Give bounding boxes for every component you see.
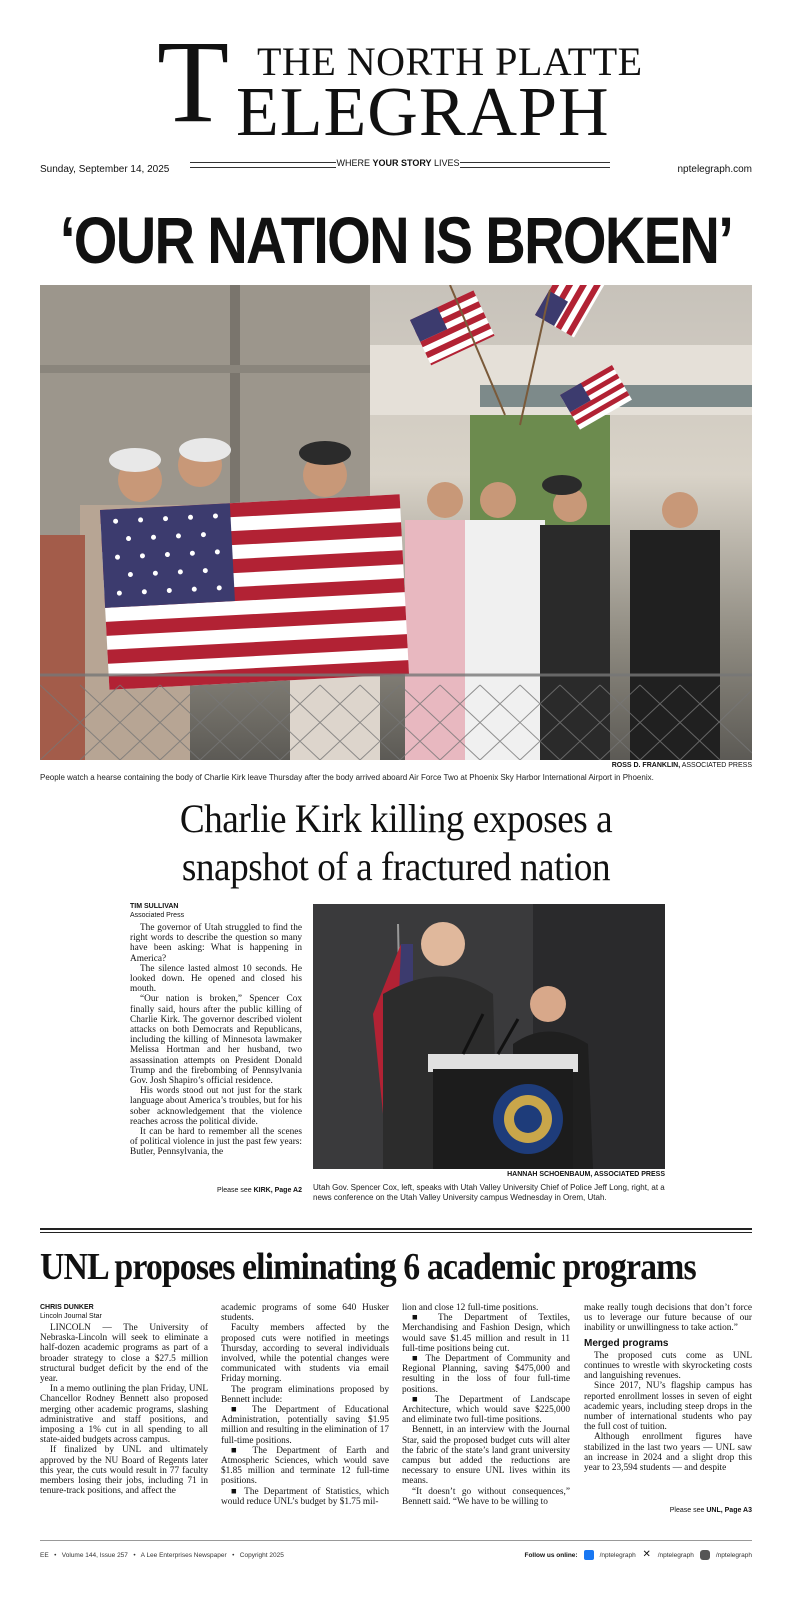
tagline-post: LIVES — [431, 158, 460, 168]
story2-paragraph: ■ The Department of Educational Administration, potentially saving $1.95 million and resulting in the elimination of 17 full-time positions. — [221, 1405, 389, 1446]
story2-paragraph: Since 2017, NU’s flagship campus has reported enrollment losses in seven of eight academic years, including steep drops in the number of international students who pay the full cost of tuition. — [584, 1381, 752, 1433]
tagline — [336, 158, 460, 168]
x-icon[interactable]: ✕ — [642, 1549, 651, 1560]
section-divider — [40, 1228, 752, 1233]
photo2-credit: HANNAH SCHOENBAUM, ASSOCIATED PRESS — [507, 1171, 665, 1178]
story2-column-3 — [402, 1303, 570, 1507]
story2-paragraph: ■ The Department of Landscape Architecture, which would save $225,000 and eliminate two full-time positions. — [402, 1394, 570, 1426]
masthead-big-letter: T — [157, 16, 230, 147]
story2-paragraph: Although enrollment figures have stabilized in the last two years — UNL saw an increase in 2024 and a slight drop this year to 23,594 students — and despite — [584, 1432, 752, 1474]
footer-social — [524, 1550, 752, 1560]
story1-byline-org: Associated Press — [130, 912, 185, 919]
story1-paragraph: His words stood out not just for the stark language about America’s troubles, but for his sober acknowledgement that the violence reaches across the political divide. — [130, 1086, 302, 1127]
story2-byline — [40, 1303, 102, 1321]
photo1-credit — [612, 762, 752, 769]
story2-paragraph: The proposed cuts come as UNL continues to wrestle with skyrocketing costs and languishing revenues. — [584, 1350, 752, 1382]
photo1-credit-org: ASSOCIATED PRESS — [680, 762, 752, 769]
edition-date: Sunday, September 14, 2025 — [40, 164, 170, 175]
story1-headline-line1: Charlie Kirk killing exposes a — [179, 796, 613, 841]
crowd-with-flags-photo — [40, 285, 752, 760]
photo1-credit-name: ROSS D. FRANKLIN, — [611, 762, 681, 769]
footer-follow-label: Follow us online: — [524, 1551, 578, 1559]
story1-byline — [130, 902, 184, 920]
instagram-handle[interactable]: /nptelegraph — [715, 1551, 752, 1559]
story2-jump-link[interactable] — [584, 1507, 752, 1514]
story2-paragraph: ■ The Department of Earth and Atmospheric Sciences, which would save $1.85 million and terminate 12 full-time positions. — [221, 1445, 389, 1487]
footer-rule — [40, 1540, 752, 1541]
story2-paragraph: LINCOLN — The University of Nebraska-Lincoln will seek to eliminate a half-dozen academic programs as part of a broader strategy to close a $27.5 million structural budget deficit by the end of the year. — [40, 1323, 208, 1385]
photo2-caption: Utah Gov. Spencer Cox, left, speaks with Utah Valley University Chief of Police Jeff Long, right, at a news conference on the Utah Valley University campus Wednesday in Orem, Utah. — [313, 1183, 665, 1202]
story2-byline-org: Lincoln Journal Star — [40, 1313, 102, 1320]
story2-column-2 — [221, 1303, 389, 1507]
story1-byline-name: TIM SULLIVAN — [130, 903, 179, 910]
story1-paragraph: The governor of Utah struggled to find the right words to describe the question so many have been asking: What is happening in America? — [130, 923, 302, 964]
story1-headline[interactable] — [28, 795, 765, 891]
story2-jump-ref: UNL, Page A3 — [706, 1507, 752, 1514]
story2-paragraph: ■ The Department of Community and Regional Planning, saving $475,000 and resulting in the loss of four full-time positions. — [402, 1354, 570, 1395]
story2-paragraph: lion and close 12 full-time positions. — [402, 1303, 539, 1313]
masthead-bottom-line: ELEGRAPH — [236, 74, 610, 151]
facebook-icon[interactable] — [584, 1550, 594, 1560]
story2-paragraph: “It doesn’t go without consequences,” Bennett said. “We have to be willing to — [402, 1486, 570, 1507]
photo1-caption: People watch a hearse containing the body of Charlie Kirk leave Thursday after the body arrived aboard Air Force Two at Phoenix Sky Harbor International Airport in Phoenix. — [40, 773, 654, 782]
website-link[interactable]: nptelegraph.com — [677, 164, 752, 175]
story1-jump-pre: Please see — [217, 1187, 254, 1194]
story2-paragraph: If finalized by UNL and ultimately approved by the NU Board of Regents later this year, the cuts would result in 77 faculty members losing their jobs, including 71 in tenure-track positions, and affect the — [40, 1445, 208, 1497]
story1-headline-line2: snapshot of a fractured nation — [181, 844, 611, 889]
story2-paragraph: make really tough decisions that don’t force us to leverage our future because of our inability or unwillingness to take action.” — [584, 1303, 752, 1334]
dateline — [40, 160, 752, 176]
masthead — [0, 16, 792, 151]
story1-jump-link[interactable] — [130, 1187, 302, 1194]
story2-paragraph: ■ The Department of Textiles, Merchandising and Fashion Design, which would save $1.45 million and result in 11 full-time positions being cut. — [402, 1313, 570, 1354]
story2-paragraph: Faculty members affected by the proposed cuts were notified in meetings Thursday, according to several individuals involved, while the potential changes were communicated with students via email Friday morning. — [221, 1323, 389, 1385]
story2-headline[interactable]: UNL proposes eliminating 6 academic programs — [40, 1246, 696, 1288]
story1-jump-ref: KIRK, Page A2 — [253, 1187, 302, 1194]
story1-paragraph: “Our nation is broken,” Spencer Cox finally said, hours after the public killing of Charlie Kirk. The governor described violent attacks on both Democrats and Republicans, including the killing of Minnesota lawmaker Melissa Hortman and her husband, two assassination attempts on President Donald Trump and the firebombing of Pennsylvania Gov. Josh Shapiro’s official residence. — [130, 994, 302, 1087]
story2-column-4 — [584, 1303, 752, 1473]
dateline-rule-left — [190, 162, 336, 168]
story2-subhead: Merged programs — [584, 1337, 669, 1349]
story1-paragraph: The silence lasted almost 10 seconds. He looked down. He opened and closed his mouth. — [130, 963, 302, 995]
story2-paragraph: Bennett, in an interview with the Journal Star, said the proposed budget cuts will alter the fabric of the state’s land grant university campus but added the reductions are necessary to ensure UNL lives within its means. — [402, 1425, 570, 1487]
story2-byline-name: CHRIS DUNKER — [40, 1304, 94, 1311]
story1-body — [130, 923, 302, 1158]
footer-publication-info: EE • Volume 144, Issue 257 • A Lee Enterprises Newspaper • Copyright 2025 — [40, 1552, 284, 1559]
instagram-icon[interactable] — [700, 1550, 710, 1560]
story2-paragraph: The program eliminations proposed by Bennett include: — [221, 1384, 389, 1405]
story2-paragraph: In a memo outlining the plan Friday, UNL Chancellor Rodney Bennett also proposed merging other academic programs, slashing administrative and staff positions, and imposing a 1% cut in all spending to all state-aided budgets across campus. — [40, 1384, 208, 1446]
dateline-rule-right — [460, 162, 610, 168]
story2-paragraph: ■ The Department of Statistics, which would reduce UNL’s budget by $1.75 mil- — [221, 1486, 389, 1507]
press-conference-illustration — [313, 904, 665, 1169]
crowd-photo-illustration — [40, 285, 752, 760]
story1-paragraph: It can be hard to remember all the scenes of political violence in just the past few years: Butler, Pennsylvania, the — [130, 1127, 302, 1158]
facebook-handle[interactable]: /nptelegraph — [599, 1551, 636, 1559]
x-handle[interactable]: /nptelegraph — [657, 1551, 694, 1559]
main-headline: ‘OUR NATION IS BROKEN’ — [59, 203, 733, 277]
story2-jump-pre: Please see — [669, 1507, 707, 1514]
tagline-bold: YOUR STORY — [372, 158, 432, 168]
governor-press-conference-photo — [313, 904, 665, 1169]
story2-column-1 — [40, 1323, 208, 1496]
masthead-top-line: THE NORTH PLATTE — [257, 39, 643, 84]
story2-paragraph: academic programs of some 640 Husker students. — [221, 1303, 389, 1324]
tagline-pre: WHERE — [336, 158, 373, 168]
